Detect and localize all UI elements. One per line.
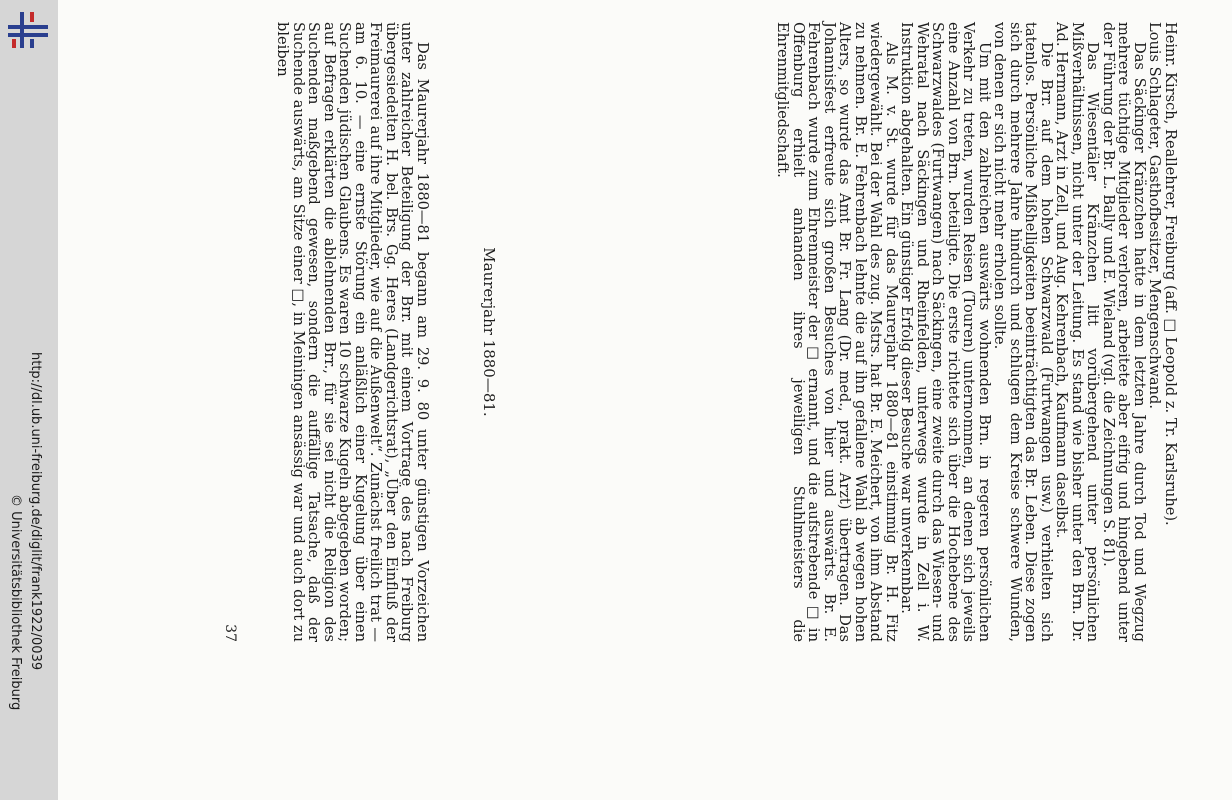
viewer-sidebar: [0, 0, 58, 800]
paragraph: Heinr. Kirsch, Reallehrer, Freiburg (aff. □ Leopold z. Tr. Karlsruhe).: [1162, 22, 1179, 526]
paragraph: Das Säckinger Kränzchen hatte in dem letzten Jahre durch Tod und Wegzug mehrere tüchtige Mitglieder verloren, arbeitete aber eifrig und hingebend unter der Führung der Br. L. Bally und E. Wieland (vgl. die Zeichnungen S. 81).: [1100, 22, 1148, 642]
permalink-url-text[interactable]: http://dl.ub.uni-freiburg.de/diglit/frank1922/0039: [28, 352, 43, 671]
paragraph: Als M. v. St. wurde für das Maurerjahr 1880—81 einstimmig Br. H. Fitz wiedergewählt. Bei der Wahl des zug. Mstrs. hat Br. E. Meichert, von ihm Abstand zu nehmen. Br. E. Fehrenbach lehnte die auf ihn gefallene Wahl ab wegen hohen Alters, so wurde das Amt Br. Fr. Lang (Dr. med., prakt. Arzt) übertragen. Das Johannisfest erfreute sich großen Besuches von hier und auswärts. Br. E. Fehrenbach wurde zum Ehrenmeister der □ ernannt, und die aufstrebende □ in Offenburg erhielt anhanden ihres jeweiligen Stuhlmeisters die Ehrenmitgliedschaft.: [774, 22, 900, 642]
paragraph: Louis Schlageter, Gasthofbesitzer, Mengenschwand.: [1146, 22, 1164, 410]
rotated-page-content: [168, 22, 1178, 642]
scanned-page: [58, 0, 1232, 800]
section-heading: Maurerjahr 1880—81.: [480, 247, 498, 417]
paragraph: Um mit den zahlreichen auswärts wohnenden Brn. in regeren persönlichen Verkehr zu treten, wurden Reisen (Touren) unternommen, an denen sich jeweils eine Anzahl von Brn. beteiligte. Die erste richtete sich über die Hochebene des Schwarzwaldes (Furtwangen) nach Säckingen, eine zweite durch das Wiesen- und Wehratal nach Säckingen und Rheinfelden, unterwegs wurde in Zell i. W. Instruktion abgehalten. Ein günstiger Erfolg dieser Besuche war unverkennbar.: [898, 22, 993, 642]
paragraph: Das Wiesentäler Kränzchen litt vorübergehend unter persönlichen Mißverhältnissen, nicht unter der Leitung. Es stand wie bisher unter den Brn. Dr. Ad. Hermann, Arzt in Zell, und Aug. Kehrenbach, Kaufmann daselbst.: [1053, 22, 1102, 642]
copyright-notice: [7, 92, 27, 792]
text-block-top: [775, 22, 1178, 642]
copyright-text: © Universitätsbibliothek Freiburg: [8, 494, 23, 711]
page-number: 37: [222, 624, 238, 642]
text-block-bottom: [275, 22, 430, 642]
paragraph: Das Maurerjahr 1880—81 begann am 29. 9. 80 unter günstigen Vorzeichen unter zahlreicher Beteiligung der Brr. mit einem Vortrage des nach Freiburg übergesiedelten H. bel. Brs. Gg. Heres (Landgerichtsrat), „Über den Einfluß der Freimaurerei auf ihre Mitglieder, wie auf die Außenwelt“. Zunächst freilich trat — am 6. 10. — eine ernste Störung ein anläßlich einer Kugelung über einen Suchenden jüdischen Glaubens. Es waren 10 schwarze Kugeln abgegeben worden; auf Befragen erklärten die ablehnenden Brr., für sie sei nicht die Religion des Suchenden maßgebend gewesen, sondern die auffällige Tatsache, daß der Suchende auswärts, am Sitze einer □, in Meiningen ansässig war und auch dort zu bleiben: [274, 22, 431, 642]
permalink-url[interactable]: [27, 92, 47, 792]
paragraph: Die Brr. auf dem hohen Schwarzwald (Furtwangen usw.) verhielten sich tatenlos. Persönliche Mißhelligkeiten beeinträchtigten das Br. Leben. Diese zogen sich durch mehrere Jahre hindurch und schlugen dem Kreise schwere Wunden, von denen er sich nicht mehr erholen sollte.: [991, 22, 1055, 642]
ub-freiburg-logo-icon[interactable]: [6, 8, 50, 52]
